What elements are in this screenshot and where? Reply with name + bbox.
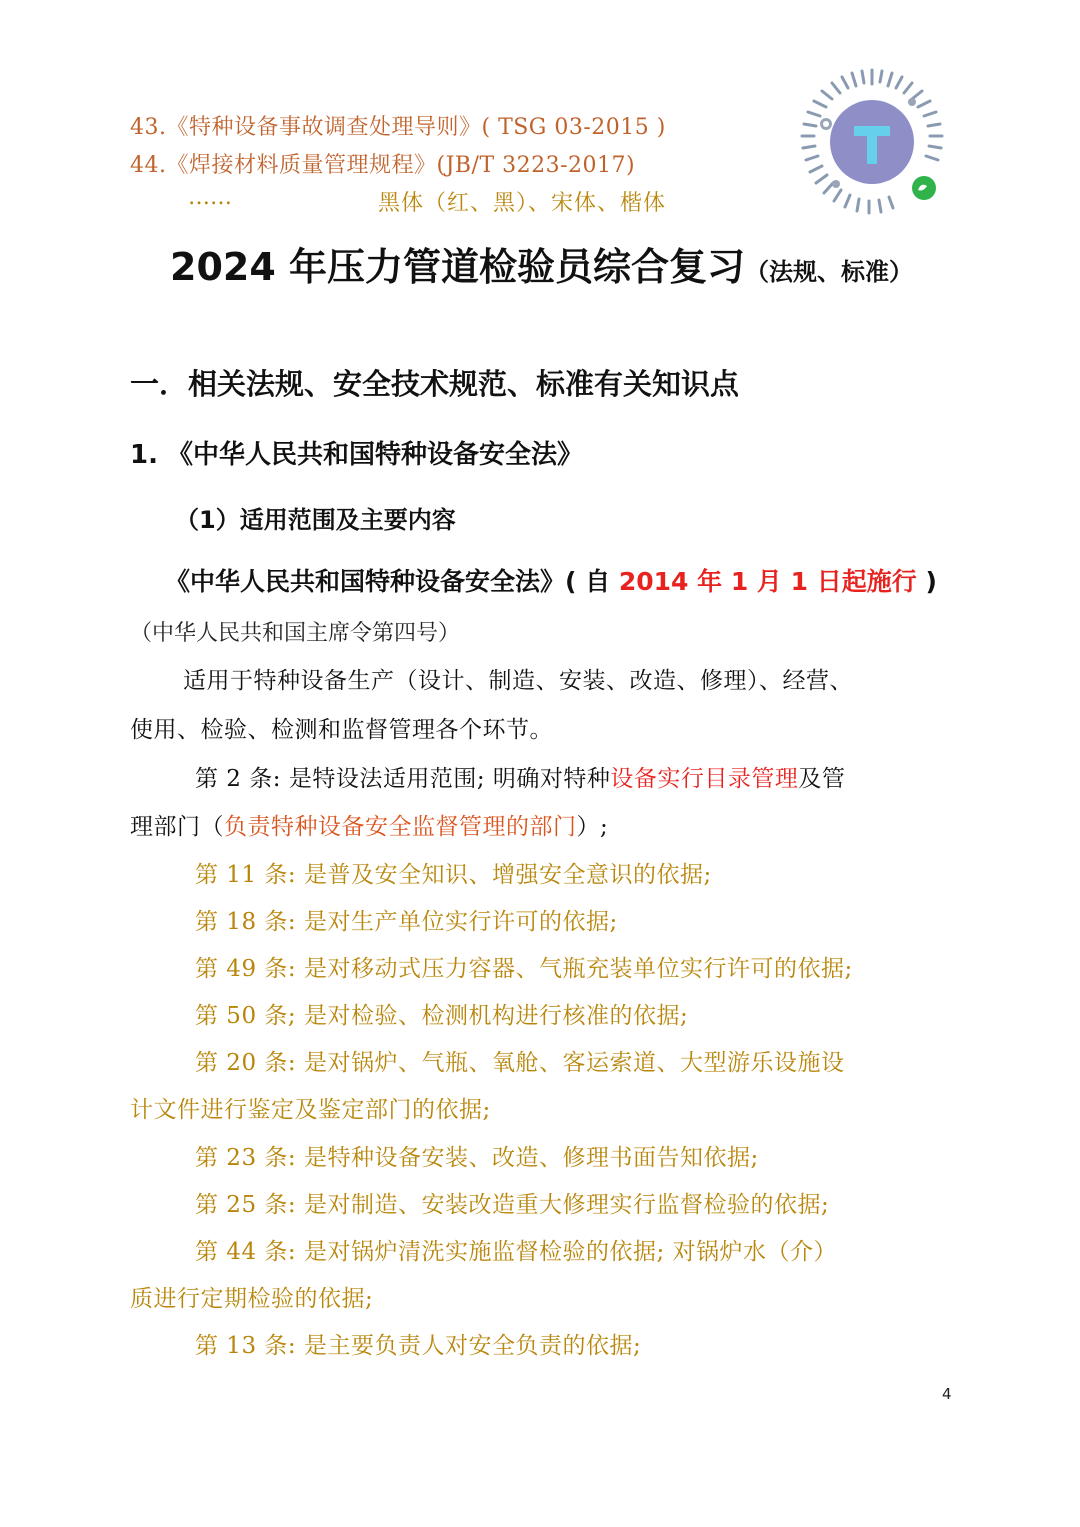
article-2-text-end: 及管 — [798, 766, 846, 792]
article-2-line2-start: 理部门（ — [130, 814, 224, 840]
article-line: 第 44 条: 是对锅炉清洗实施监督检验的依据; 对锅炉水（介） — [195, 1239, 838, 1265]
font-note: 黑体（红、黑）、宋体、楷体 — [378, 191, 667, 216]
article-2-line2-end: ）; — [576, 814, 609, 840]
title-sub: （法规、标准） — [745, 258, 913, 286]
article-line: 质进行定期检验的依据; — [130, 1286, 374, 1312]
title-main: 2024 年压力管道检验员综合复习 — [170, 245, 745, 289]
article-line: 第 50 条; 是对检验、检测机构进行核准的依据; — [195, 1003, 689, 1029]
catalog-management-text: 设备实行目录管理 — [610, 766, 799, 792]
article-2-text: 第 2 条: 是特设法适用范围; 明确对特种 — [195, 766, 611, 792]
document-title — [170, 236, 913, 291]
supervision-dept-text: 负责特种设备安全监督管理的部门 — [224, 814, 577, 840]
article-line: 第 49 条: 是对移动式压力容器、气瓶充装单位实行许可的依据; — [195, 956, 853, 982]
scope-line-1: 适用于特种设备生产（设计、制造、安装、改造、修理）、经营、 — [183, 668, 853, 694]
article-line: 第 11 条: 是普及安全知识、增强安全意识的依据; — [195, 862, 712, 888]
law-effective-line — [165, 562, 937, 598]
article-line: 第 13 条: 是主要负责人对安全负责的依据; — [195, 1333, 642, 1359]
effective-date: 2014 年 1 月 1 日起施行 — [618, 567, 917, 596]
article-2-line-1 — [195, 760, 845, 793]
article-2-line-2 — [130, 808, 608, 841]
mini-program-code-icon — [796, 66, 948, 218]
presidential-order: （中华人民共和国主席令第四号） — [130, 621, 461, 646]
article-line: 第 23 条: 是特种设备安装、改造、修理书面告知依据; — [195, 1145, 759, 1171]
article-line: 第 25 条: 是对制造、安装改造重大修理实行监督检验的依据; — [195, 1192, 830, 1218]
article-line: 第 18 条: 是对生产单位实行许可的依据; — [195, 909, 618, 935]
law-heading: 1. 《中华人民共和国特种设备安全法》 — [130, 440, 584, 470]
reference-43: 43.《特种设备事故调查处理导则》( TSG 03-2015 ) — [130, 115, 666, 140]
reference-44: 44.《焊接材料质量管理规程》(JB/T 3223-2017) — [130, 153, 636, 178]
page-number: 4 — [942, 1385, 952, 1403]
law-line-prefix: 《中华人民共和国特种设备安全法》( 自 — [165, 567, 619, 596]
law-line-suffix: ) — [916, 567, 937, 596]
ellipsis: …… — [188, 185, 232, 210]
article-line: 第 20 条: 是对锅炉、气瓶、氧舱、客运索道、大型游乐设施设 — [195, 1050, 845, 1076]
sub-heading: （1）适用范围及主要内容 — [175, 506, 456, 534]
article-line: 计文件进行鉴定及鉴定部门的依据; — [130, 1097, 491, 1123]
scope-line-2: 使用、检验、检测和监督管理各个环节。 — [130, 717, 553, 743]
section-heading: 一．相关法规、安全技术规范、标准有关知识点 — [130, 367, 740, 401]
